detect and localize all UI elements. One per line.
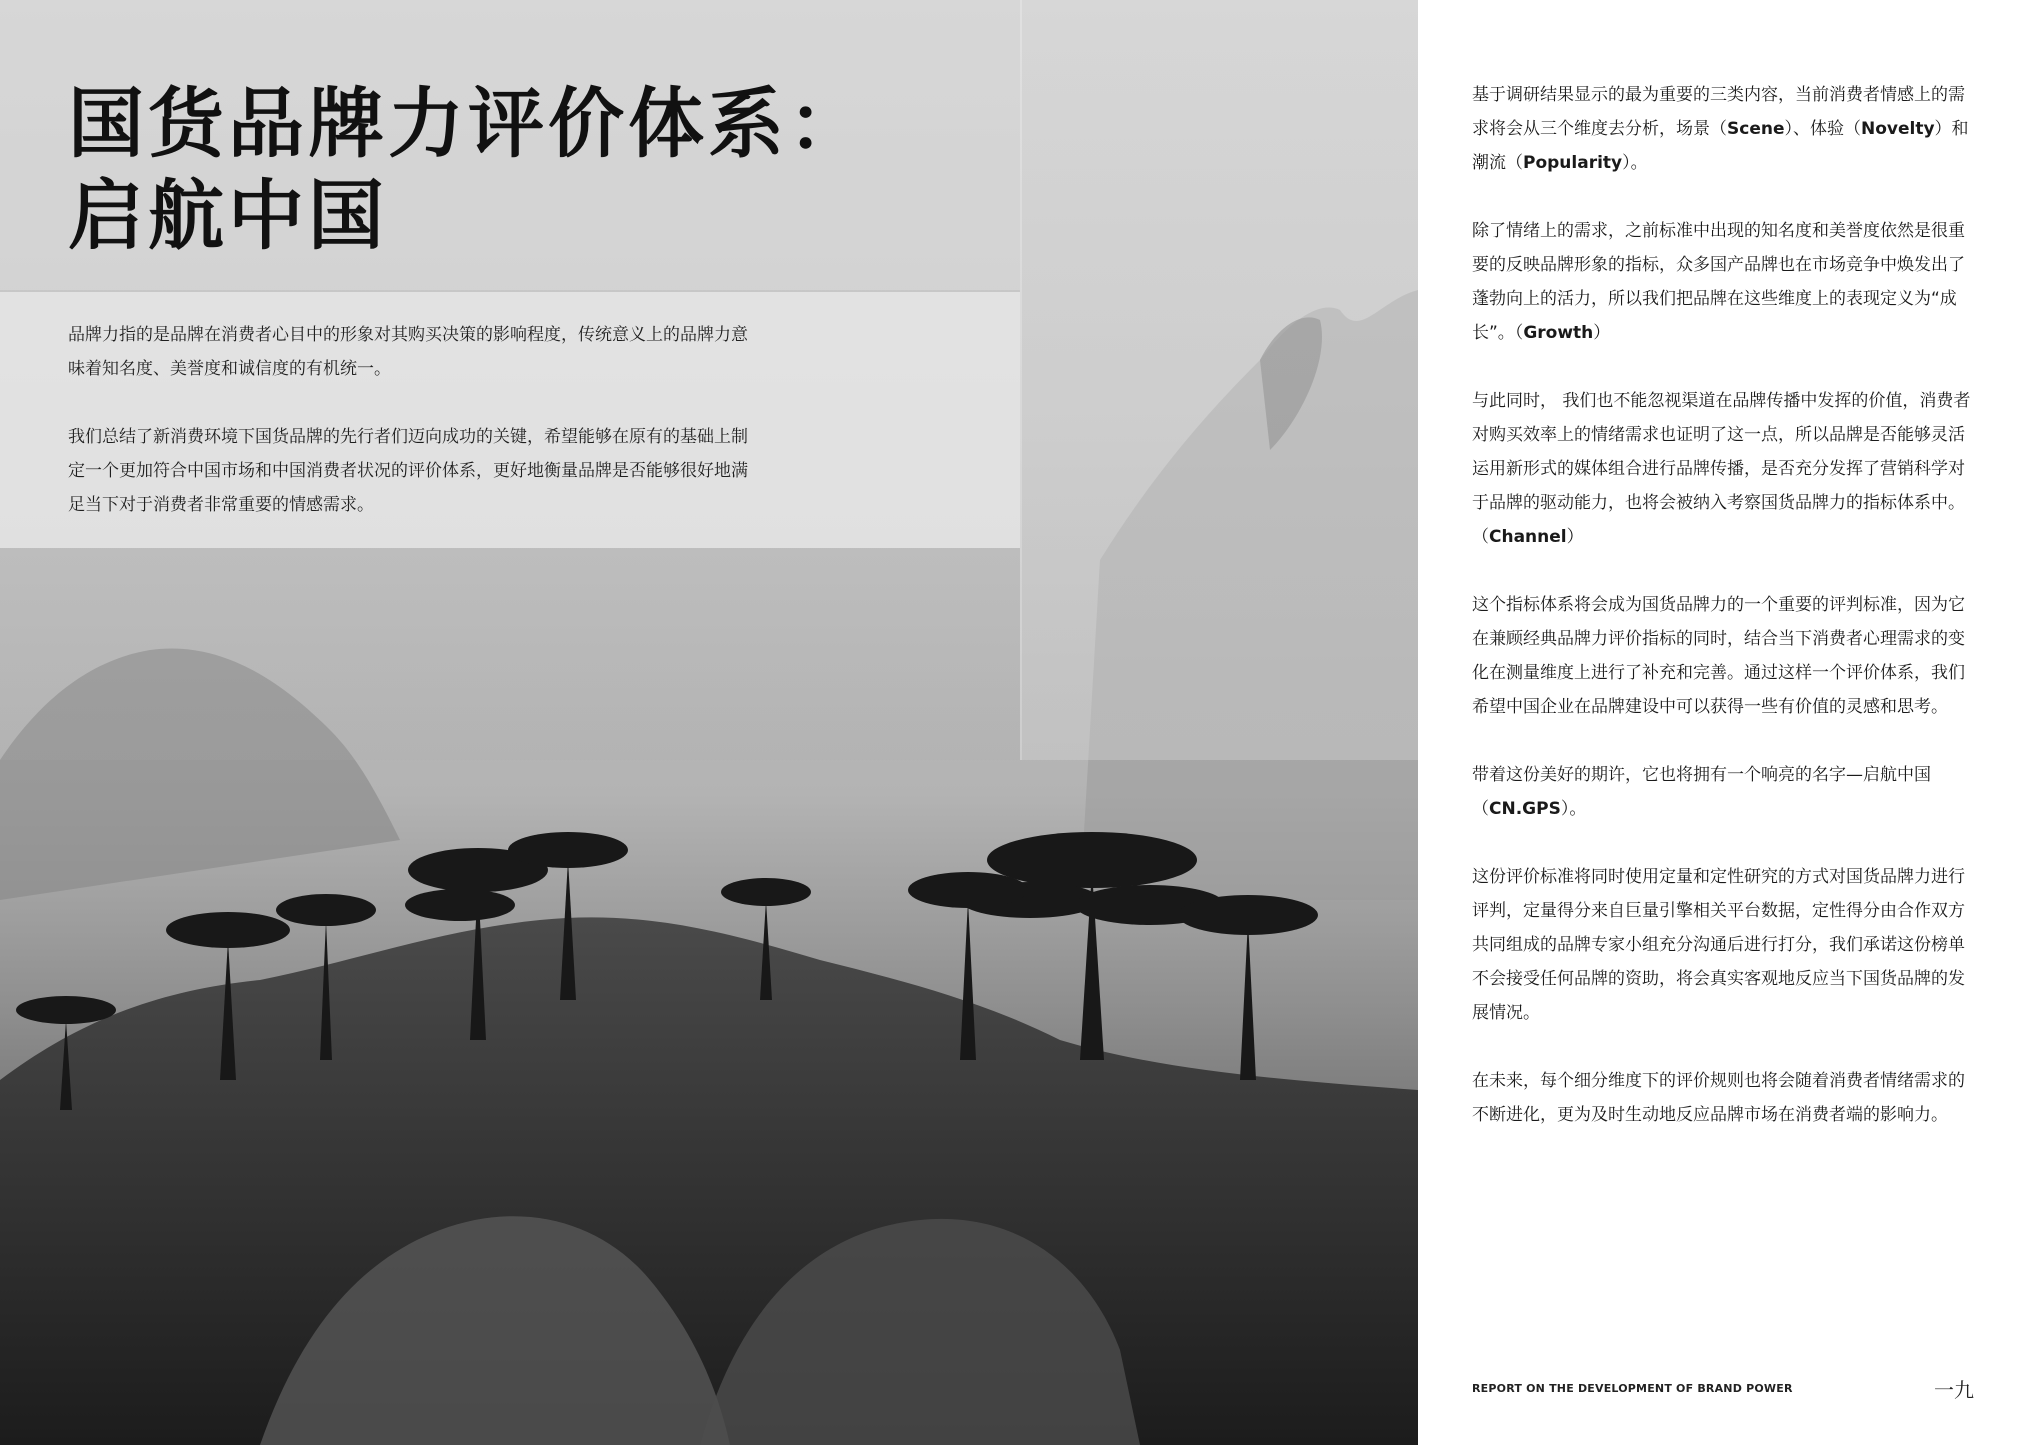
paragraph-3-end: ） bbox=[1566, 527, 1584, 547]
paragraph-5-end: ）。 bbox=[1560, 799, 1587, 819]
paragraph-5-text: 带着这份美好的期许，它也将拥有一个响亮的名字—启航中国（ bbox=[1472, 765, 1931, 819]
title-line-2: 启航中国 bbox=[68, 171, 388, 260]
intro-text-block bbox=[68, 318, 758, 556]
term-cn-gps: CN.GPS bbox=[1489, 799, 1561, 819]
footer-report-label: REPORT ON THE DEVELOPMENT OF BRAND POWER bbox=[1472, 1382, 1793, 1395]
term-channel: Channel bbox=[1489, 527, 1567, 547]
term-novelty: Novelty bbox=[1860, 119, 1935, 139]
paragraph-1-end: ）。 bbox=[1622, 153, 1648, 173]
paragraph-cn-gps bbox=[1472, 758, 1980, 826]
body-text-column bbox=[1472, 78, 1980, 1166]
paragraph-1-mid-2: ）和潮流（ bbox=[1472, 119, 1969, 173]
term-growth: Growth bbox=[1523, 323, 1594, 343]
paragraph-1-text: 基于调研结果显示的最为重要的三类内容，当前消费者情感上的需求将会从三个维度去分析，场景（ bbox=[1472, 85, 1965, 139]
intro-paragraph-1: 品牌力指的是品牌在消费者心目中的形象对其购买决策的影响程度，传统意义上的品牌力意味着知名度、美誉度和诚信度的有机统一。 bbox=[68, 325, 748, 379]
paragraph-evaluation-standard: 这个指标体系将会成为国货品牌力的一个重要的评判标准，因为它在兼顾经典品牌力评价指标的同时，结合当下消费者心理需求的变化在测量维度上进行了补充和完善。通过这样一个评价体系，我们希望中国企业在品牌建设中可以获得一些有价值的灵感和思考。 bbox=[1472, 595, 1965, 717]
paragraph-growth bbox=[1472, 214, 1980, 350]
page-title bbox=[68, 78, 868, 262]
intro-paragraph-2: 我们总结了新消费环境下国货品牌的先行者们迈向成功的关键，希望能够在原有的基础上制定一个更加符合中国市场和中国消费者状况的评价体系，更好地衡量品牌是否能够很好地满足当下对于消费者非常重要的情感需求。 bbox=[68, 427, 748, 515]
paragraph-2-end: ） bbox=[1593, 323, 1611, 343]
image-right-strip bbox=[1022, 0, 1418, 760]
term-scene: Scene bbox=[1727, 119, 1785, 139]
title-line-1: 国货品牌力评价体系： bbox=[68, 79, 868, 168]
paragraph-methodology: 这份评价标准将同时使用定量和定性研究的方式对国货品牌力进行评判，定量得分来自巨量引擎相关平台数据，定性得分由合作双方共同组成的品牌专家小组充分沟通后进行打分，我们承诺这份榜单不会接受任何品牌的资助，将会真实客观地反应当下国货品牌的发展情况。 bbox=[1472, 867, 1965, 1023]
paragraph-channel bbox=[1472, 384, 1980, 554]
paragraph-future: 在未来，每个细分维度下的评价规则也将会随着消费者情绪需求的不断进化，更为及时生动地反应品牌市场在消费者端的影响力。 bbox=[1472, 1071, 1965, 1125]
paragraph-dimensions bbox=[1472, 78, 1980, 180]
paragraph-1-mid-1: ）、体验（ bbox=[1784, 119, 1861, 139]
term-popularity: Popularity bbox=[1523, 153, 1623, 173]
page-number: 一九 bbox=[1934, 1378, 1974, 1402]
paragraph-2-text: 除了情绪上的需求，之前标准中出现的知名度和美誉度依然是很重要的反映品牌形象的指标，众多国产品牌也在市场竞争中焕发出了蓬勃向上的活力，所以我们把品牌在这些维度上的表现定义为“成长”。（ bbox=[1472, 221, 1965, 343]
paragraph-3-text: 与此同时， 我们也不能忽视渠道在品牌传播中发挥的价值，消费者对购买效率上的情绪需求也证明了这一点，所以品牌是否能够灵活运用新形式的媒体组合进行品牌传播，是否充分发挥了营销科学对于品牌的驱动能力，也将会被纳入考察国货品牌力的指标体系中。（ bbox=[1472, 391, 1971, 547]
